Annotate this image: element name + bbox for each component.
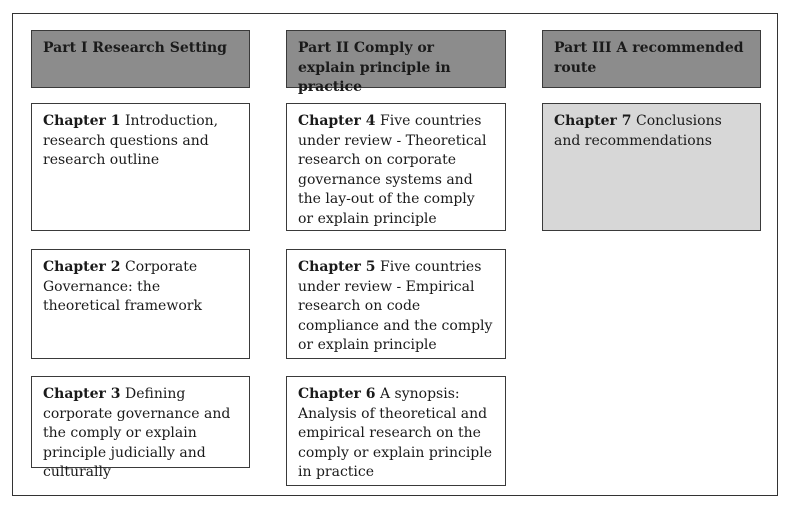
chapter-3-label: Chapter 3 — [43, 386, 121, 402]
chapter-2-box — [31, 249, 250, 359]
part-3-header: Part III A recommended route — [542, 30, 761, 88]
chapter-5-text: Five countries under review - Empirical research on code compliance and the comply or explain principle — [298, 259, 493, 353]
chapter-2-text: Corporate Governance: the theoretical framework — [43, 259, 202, 314]
chapter-3-box — [31, 376, 250, 480]
chapter-6-label: Chapter 6 — [298, 386, 376, 402]
chapter-2-label: Chapter 2 — [43, 259, 121, 275]
chapter-1-box — [31, 103, 250, 231]
part-1-header: Part I Research Setting — [31, 30, 250, 88]
chapter-1-label: Chapter 1 — [43, 113, 121, 129]
chapter-4-box — [286, 103, 506, 231]
chapter-3-text: Defining corporate governance and the comply or explain principle judicially and culturally — [43, 386, 231, 480]
chapter-6-box — [286, 376, 506, 486]
chapter-6-text: A synopsis: Analysis of theoretical and empirical research on the comply or explain principle in practice — [298, 386, 493, 480]
chapter-4-label: Chapter 4 — [298, 113, 376, 129]
part-2-header: Part II Comply or explain principle in practice — [286, 30, 506, 88]
chapter-5-label: Chapter 5 — [298, 259, 376, 275]
chapter-7-label: Chapter 7 — [554, 113, 632, 129]
chapter-7-text: Conclusions and recommendations — [554, 113, 722, 149]
chapter-1-text: Introduction, research questions and research outline — [43, 113, 219, 168]
chapter-7-box — [542, 103, 761, 231]
chapter-5-box — [286, 249, 506, 359]
chapter-4-text: Five countries under review - Theoretical research on corporate governance systems and the lay-out of the comply or explain principle — [298, 113, 487, 227]
